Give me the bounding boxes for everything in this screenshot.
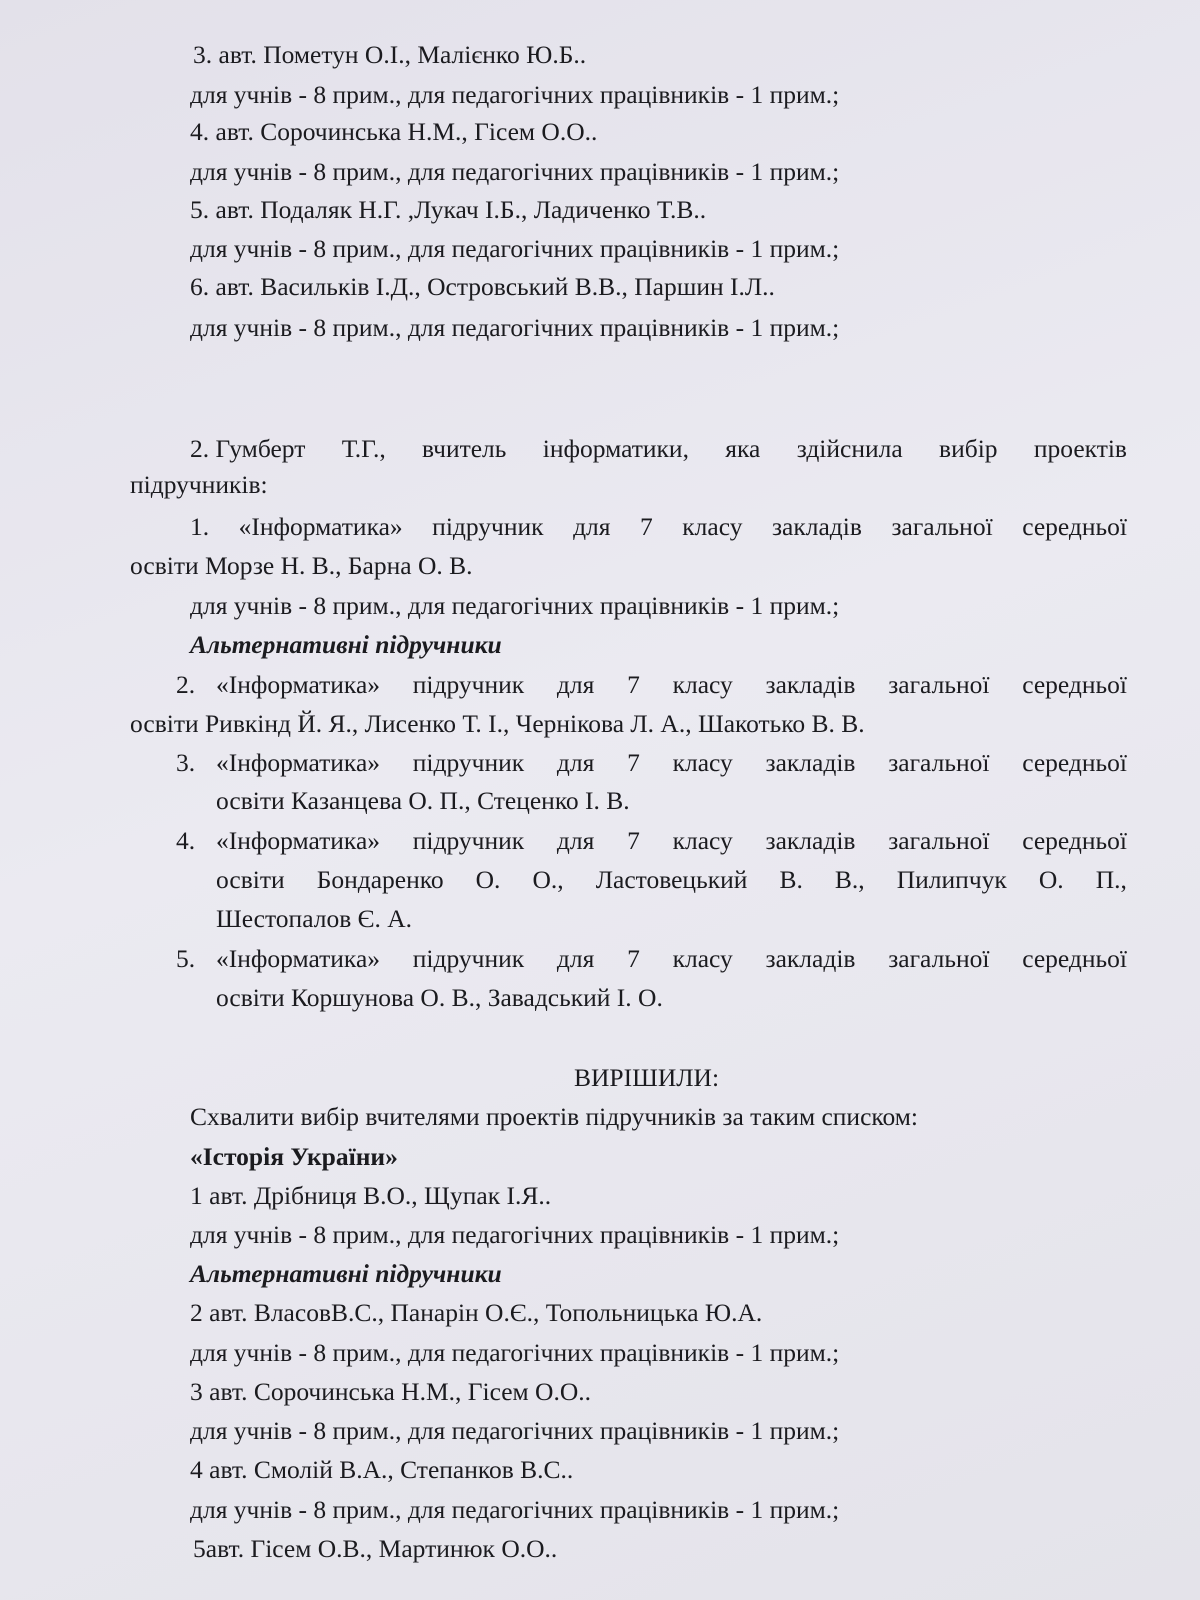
alt-item-2-number: 2. <box>176 670 196 699</box>
alt-item-4-line2 <box>216 865 1127 895</box>
word: 7 <box>640 512 653 541</box>
word: для <box>556 670 595 699</box>
section2-item1-line2: освіти Морзе Н. В., Барна О. В. <box>130 551 473 580</box>
alt-item-4-line3: Шестопалов Є. А. <box>216 904 413 933</box>
word: класу <box>682 512 743 541</box>
word: для <box>556 944 595 973</box>
word: проектів <box>1033 434 1127 463</box>
decision-alt-item-3: 3 авт. Сорочинська Н.М., Гісем О.О.. <box>190 1377 592 1406</box>
alt-item-5-line2: освіти Коршунова О. В., Завадський І. О. <box>216 983 663 1012</box>
decision-alt-item-2-copies: для учнів - 8 прим., для педагогічних працівників - 1 прим.; <box>190 1338 840 1367</box>
word: 7 <box>627 944 640 973</box>
word: «Інформатика» <box>216 826 381 855</box>
word: здійснила <box>796 434 903 463</box>
decision-alt-item-4: 4 авт. Смолій В.А., Степанков В.С.. <box>190 1455 574 1484</box>
word: загальної <box>888 748 990 777</box>
decision-heading: ВИРІШИЛИ: <box>574 1063 720 1092</box>
word: класу <box>672 748 733 777</box>
word: вибір <box>939 434 998 463</box>
word: інформатики, <box>542 434 689 463</box>
decision-main-copies: для учнів - 8 прим., для педагогічних працівників - 1 прим.; <box>190 1220 840 1249</box>
word: «Інформатика» <box>216 670 381 699</box>
word: О. <box>475 865 501 894</box>
word: 7 <box>627 670 640 699</box>
word: «Інформатика» <box>238 512 403 541</box>
word: класу <box>672 670 733 699</box>
section2-intro-line2: підручників: <box>130 470 268 499</box>
top-list-item-3: 3. авт. Пометун О.І., Малієнко Ю.Б.. <box>193 40 587 69</box>
decision-alt-item-4-copies: для учнів - 8 прим., для педагогічних працівників - 1 прим.; <box>190 1495 840 1524</box>
top-list-item-5-copies: для учнів - 8 прим., для педагогічних працівників - 1 прим.; <box>190 234 840 263</box>
alt-item-5-line1 <box>216 944 1127 974</box>
alt-item-5-number: 5. <box>176 944 196 973</box>
word: 7 <box>627 748 640 777</box>
word: Т.Г., <box>341 434 386 463</box>
word: «Інформатика» <box>216 748 381 777</box>
word: 7 <box>627 826 640 855</box>
word: закладів <box>765 826 856 855</box>
decision-intro: Схвалити вибір вчителями проектів підручників за таким списком: <box>190 1102 918 1131</box>
word: закладів <box>771 512 862 541</box>
decision-alt-item-2: 2 авт. ВласовВ.С., Панарін О.Є., Топольницька Ю.А. <box>190 1298 763 1327</box>
alt-item-2-line1 <box>216 670 1127 700</box>
decision-alt-item-3-copies: для учнів - 8 прим., для педагогічних працівників - 1 прим.; <box>190 1416 840 1445</box>
top-list-item-6: 6. авт. Васильків І.Д., Островський В.В., Паршин І.Л.. <box>190 272 775 301</box>
word: «Інформатика» <box>216 944 381 973</box>
word: класу <box>672 826 733 855</box>
top-list-item-4-copies: для учнів - 8 прим., для педагогічних працівників - 1 прим.; <box>190 157 840 186</box>
word: для <box>573 512 611 541</box>
word: Ластовецький <box>595 865 748 894</box>
word: закладів <box>765 670 856 699</box>
word: О., <box>532 865 564 894</box>
word: закладів <box>765 944 856 973</box>
word: Пилипчук <box>896 865 1007 894</box>
alt-item-2-line2: освіти Ривкінд Й. Я., Лисенко Т. І., Чернікова Л. А., Шакотько В. В. <box>130 709 865 738</box>
section2-item1-line1 <box>190 512 1127 542</box>
word: середньої <box>1022 670 1127 699</box>
top-list-item-6-copies: для учнів - 8 прим., для педагогічних працівників - 1 прим.; <box>190 313 840 342</box>
word: П., <box>1095 865 1127 894</box>
alt-item-3-number: 3. <box>176 748 196 777</box>
top-list-item-4: 4. авт. Сорочинська Н.М., Гісем О.О.. <box>190 117 598 146</box>
word: підручник <box>432 512 544 541</box>
word: підручник <box>412 670 525 699</box>
word: О. <box>1038 865 1064 894</box>
word: середньої <box>1022 826 1127 855</box>
decision-main-item: 1 авт. Дрібниця В.О., Щупак І.Я.. <box>190 1181 552 1210</box>
word: підручник <box>412 748 525 777</box>
word: для <box>556 826 595 855</box>
word: В., <box>834 865 865 894</box>
decision-alt-heading: Альтернативні підручники <box>190 1259 502 1288</box>
word: вчитель <box>422 434 507 463</box>
word: яка <box>725 434 761 463</box>
decision-subject: «Історія України» <box>190 1142 398 1171</box>
word: закладів <box>765 748 856 777</box>
word: Бондаренко <box>316 865 444 894</box>
word: загальної <box>891 512 993 541</box>
word: середньої <box>1022 944 1127 973</box>
alt-item-3-line2: освіти Казанцева О. П., Стеценко І. В. <box>216 786 630 815</box>
word: підручник <box>412 826 525 855</box>
word: загальної <box>888 826 990 855</box>
section2-intro-line1 <box>190 434 1127 464</box>
word: 1. <box>190 512 210 541</box>
top-list-item-3-copies: для учнів - 8 прим., для педагогічних працівників - 1 прим.; <box>190 80 840 109</box>
top-list-item-5: 5. авт. Подаляк Н.Г. ,Лукач І.Б., Ладиченко Т.В.. <box>190 195 707 224</box>
word: 2. Гумберт <box>190 434 306 463</box>
word: В. <box>779 865 803 894</box>
word: класу <box>672 944 733 973</box>
word: середньої <box>1022 748 1127 777</box>
word: середньої <box>1022 512 1127 541</box>
alt-item-4-number: 4. <box>176 826 196 855</box>
alt-item-4-line1 <box>216 826 1127 856</box>
section2-item1-copies: для учнів - 8 прим., для педагогічних працівників - 1 прим.; <box>190 591 840 620</box>
alt-textbooks-heading: Альтернативні підручники <box>190 630 502 659</box>
word: підручник <box>412 944 525 973</box>
word: для <box>556 748 595 777</box>
alt-item-3-line1 <box>216 748 1127 778</box>
word: освіти <box>216 865 285 894</box>
word: загальної <box>888 944 990 973</box>
word: загальної <box>888 670 990 699</box>
decision-alt-item-5: 5авт. Гісем О.В., Мартинюк О.О.. <box>193 1534 558 1563</box>
